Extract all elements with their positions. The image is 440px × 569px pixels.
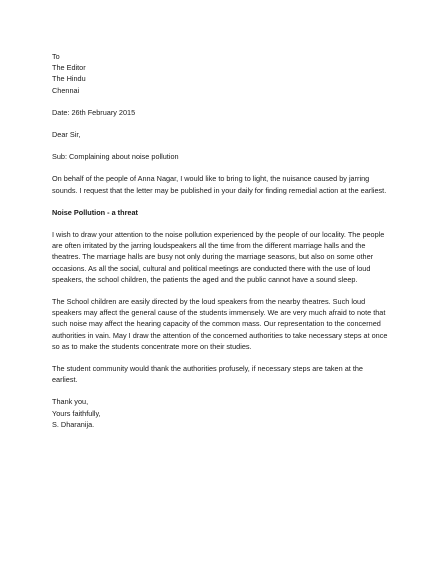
body-paragraph-3 [52,363,392,385]
paragraph-line: I wish to draw your attention to the noise pollution experienced by the people of our locality. The people [52,230,385,240]
intro-line: On behalf of the people of Anna Nagar, I would like to bring to light, the nuisance caused by jarring [52,174,370,184]
letter-page [52,51,392,430]
letter-date: Date: 26th February 2015 [52,107,136,117]
paragraph-line: The student community would thank the authorities profusely, if necessary steps are taken at the [52,364,363,374]
closing-block [52,396,392,430]
address-line: The Hindu [52,74,86,84]
paragraph-line: The School children are easily directed by the loud speakers from the nearby theatres. Such loud [52,297,366,307]
paragraph-line: authorities in vain. May I draw the attention of the concerned authorities to take necessary steps at once [52,330,388,340]
salutation: Dear Sir, [52,130,81,140]
paragraph-line: speakers may affect the general cause of the students immensely. We are very much afraid to note that [52,308,386,318]
paragraph-line: earliest. [52,375,78,385]
signature-name: S. Dharanija. [52,419,95,429]
paragraph-line: such noise may affect the hearing capacity of the common mass. Our representation to the concerned [52,319,381,329]
paragraph-line: occasions. As all the social, cultural and political meetings are conducted there with the use of loud [52,263,371,273]
closing-line: Yours faithfully, [52,408,101,418]
intro-paragraph [52,173,392,195]
address-line: The Editor [52,63,86,73]
subject-line: Sub: Complaining about noise pollution [52,152,179,162]
address-line: To [52,52,60,61]
paragraph-line: theatres. The marriage halls are busy not only during the marriage seasons, but also on some other [52,252,374,262]
paragraph-line: are often irritated by the jarring loudspeakers all the time from the different marriage halls and the [52,241,366,251]
body-paragraph-2 [52,296,392,352]
paragraph-line: so as to make the students concentrate more on their studies. [52,341,252,351]
body-paragraph-1 [52,229,392,285]
closing-line: Thank you, [52,397,89,407]
recipient-address [52,51,392,96]
intro-line: sounds. I request that the letter may be published in your daily for finding remedial action at the earliest. [52,185,387,195]
section-heading: Noise Pollution - a threat [52,207,138,217]
paragraph-line: speakers, the school children, the patients the aged and the public cannot have a sound sleep. [52,274,358,284]
address-line: Chennai [52,85,80,95]
